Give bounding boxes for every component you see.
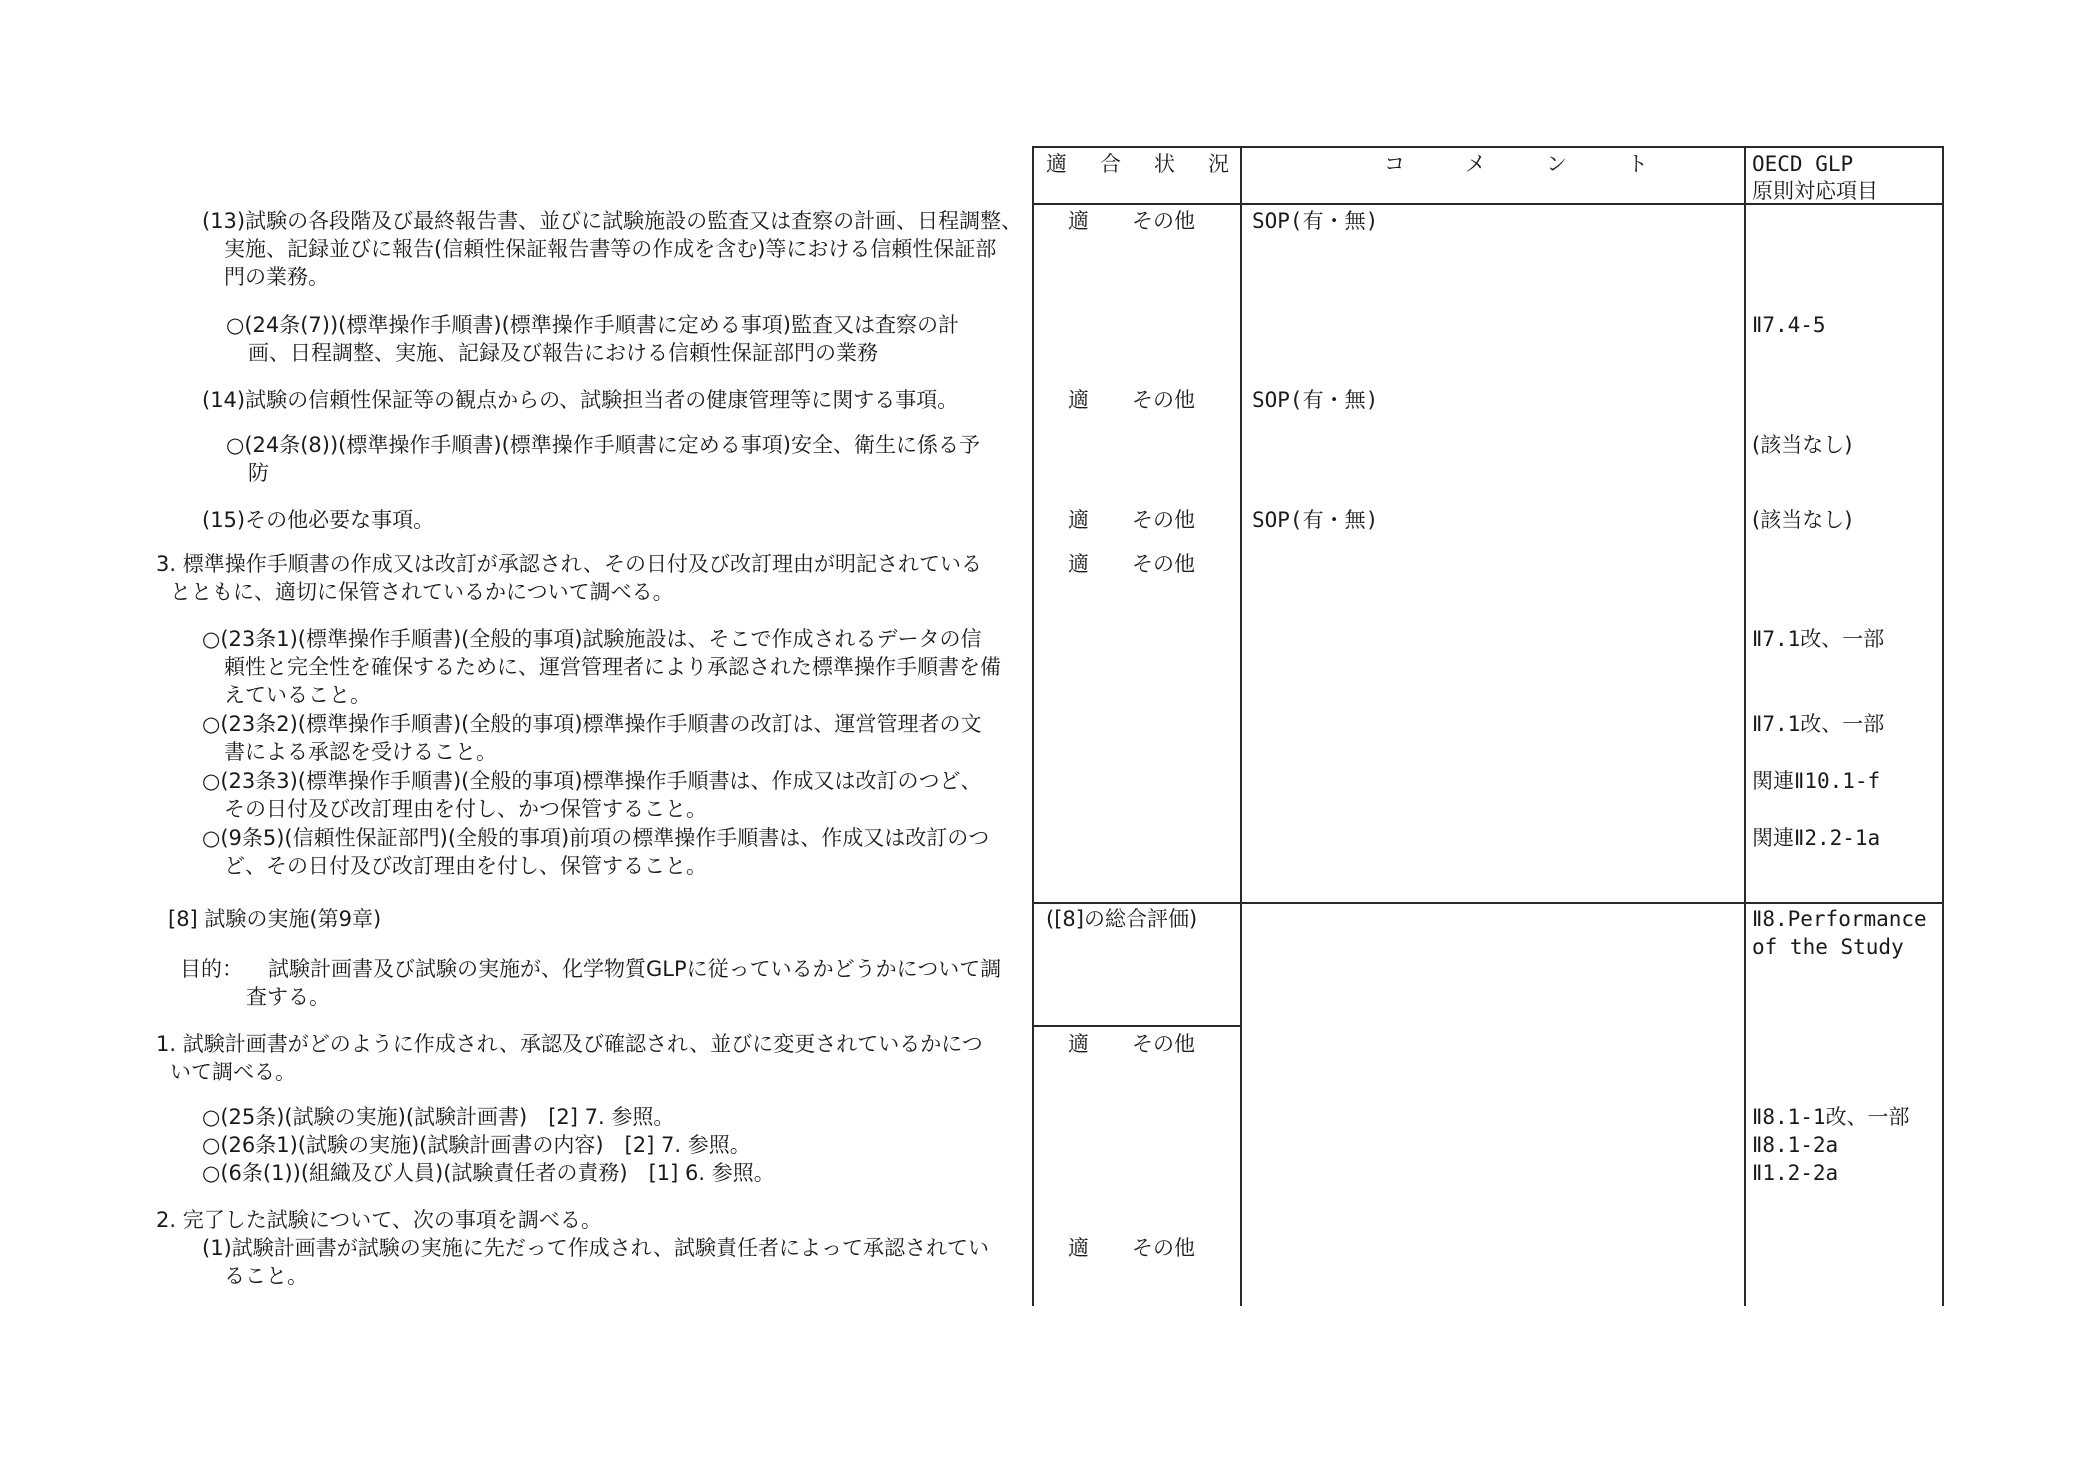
item-13-line2: 実施、記録並びに報告(信頼性保証報告書等の作成を含む)等における信頼性保証部 (224, 237, 997, 261)
section-8-purpose-label: 目的： (180, 957, 243, 981)
col-status-left-rule (1032, 146, 1034, 1306)
item-3d-line2: ど、その日付及び改訂理由を付し、保管すること。 (224, 854, 707, 878)
item-8-2-1-line1: (1)試験計画書が試験の実施に先だって作成され、試験責任者によって承認されてい (202, 1236, 990, 1260)
item-14a-line2: 防 (248, 461, 269, 485)
item-8-2-line1: 2. 完了した試験について、次の事項を調べる。 (156, 1208, 602, 1232)
item-14-line1: (14)試験の信頼性保証等の観点からの、試験担当者の健康管理等に関する事項。 (202, 388, 959, 412)
item-3a-oecd: Ⅱ7.1改、一部 (1752, 627, 1885, 651)
col-oecd-left-rule (1744, 146, 1746, 1306)
item-3b-line1: ○(23条2)(標準操作手順書)(全般的事項)標準操作手順書の改訂は、運営管理者の文 (202, 712, 982, 736)
item-14-status-other: その他 (1132, 388, 1195, 412)
item-3-status-ok: 適 (1068, 552, 1089, 576)
section-8-status: ([8]の総合評価) (1046, 907, 1198, 931)
item-13a-line1: ○(24条(7))(標準操作手順書)(標準操作手順書に定める事項)監査又は査察の計 (226, 313, 959, 337)
section-8-oecd-line2: of the Study (1752, 935, 1904, 959)
header-oecd-line1: OECD GLP (1752, 152, 1854, 176)
section-8-top-rule (1032, 902, 1944, 904)
item-3b-oecd: Ⅱ7.1改、一部 (1752, 712, 1885, 736)
item-14a-line1: ○(24条(8))(標準操作手順書)(標準操作手順書に定める事項)安全、衛生に係る予 (226, 433, 980, 457)
item-3c-oecd: 関連Ⅱ10.1-f (1752, 769, 1881, 793)
header-comment: コ メ ン ト (1384, 152, 1654, 176)
item-14a-oecd: (該当なし) (1752, 433, 1853, 457)
item-8-1b: ○(26条1)(試験の実施)(試験計画書の内容) [2] 7. 参照。 (202, 1133, 751, 1157)
item-15-comment: SOP(有・無) (1252, 508, 1379, 532)
item-13-status-other: その他 (1132, 209, 1195, 233)
item-13a-oecd: Ⅱ7.4-5 (1752, 313, 1826, 337)
header-oecd-line2: 原則対応項目 (1752, 179, 1878, 203)
item-15-line1: (15)その他必要な事項。 (202, 508, 435, 532)
section-8-title: [8] 試験の実施(第9章) (168, 907, 382, 931)
col-oecd-right-rule (1942, 146, 1944, 1306)
table-top-rule (1032, 146, 1944, 148)
item-13a-line2: 画、日程調整、実施、記録及び報告における信頼性保証部門の業務 (248, 341, 878, 365)
item-13-line3: 門の業務。 (224, 265, 329, 289)
item-3-line2: とともに、適切に保管されているかについて調べる。 (170, 580, 674, 604)
item-3-line1: 3. 標準操作手順書の作成又は改訂が承認され、その日付及び改訂理由が明記されている (156, 552, 982, 576)
item-3-status-other: その他 (1132, 552, 1195, 576)
item-8-2-1-status-other: その他 (1132, 1236, 1195, 1260)
header-status: 適 合 状 況 (1046, 152, 1235, 176)
item-3a-line2: 頼性と完全性を確保するために、運営管理者により承認された標準操作手順書を備 (224, 655, 1001, 679)
item-8-1-status-ok: 適 (1068, 1032, 1089, 1056)
item-3b-line2: 書による承認を受けること。 (224, 740, 497, 764)
item-8-2-1-status-ok: 適 (1068, 1236, 1089, 1260)
item-14-comment: SOP(有・無) (1252, 388, 1379, 412)
item-13-comment: SOP(有・無) (1252, 209, 1379, 233)
item-8-1c: ○(6条(1))(組織及び人員)(試験責任者の責務) [1] 6. 参照。 (202, 1161, 775, 1185)
item-8-1-line2: いて調べる。 (170, 1060, 296, 1084)
item-3d-line1: ○(9条5)(信頼性保証部門)(全般的事項)前項の標準操作手順書は、作成又は改訂のつ (202, 826, 990, 850)
item-3a-line3: えていること。 (224, 683, 371, 707)
item-15-oecd: (該当なし) (1752, 508, 1853, 532)
item-13-line1: (13)試験の各段階及び最終報告書、並びに試験施設の監査又は査察の計画、日程調整、 (202, 209, 1023, 233)
item-3c-line2: その日付及び改訂理由を付し、かつ保管すること。 (224, 797, 707, 821)
item-3a-line1: ○(23条1)(標準操作手順書)(全般的事項)試験施設は、そこで作成されるデータの信 (202, 627, 982, 651)
item-14-status-ok: 適 (1068, 388, 1089, 412)
col-comment-left-rule (1240, 146, 1242, 1306)
item-3d-oecd: 関連Ⅱ2.2-1a (1752, 826, 1881, 850)
item-3c-line1: ○(23条3)(標準操作手順書)(全般的事項)標準操作手順書は、作成又は改訂のつど、 (202, 769, 982, 793)
item-8-1a: ○(25条)(試験の実施)(試験計画書) [2] 7. 参照。 (202, 1105, 675, 1129)
section-8-oecd-line1: Ⅱ8.Performance (1752, 907, 1927, 931)
item-8-1-line1: 1. 試験計画書がどのように作成され、承認及び確認され、並びに変更されているかにつ (156, 1032, 983, 1056)
item-8-1a-oecd: Ⅱ8.1-1改、一部 (1752, 1105, 1910, 1129)
item-8-1c-oecd: Ⅱ1.2-2a (1752, 1161, 1839, 1185)
section-8-purpose-line1: 試験計画書及び試験の実施が、化学物質GLPに従っているかどうかについて調 (268, 957, 1002, 981)
item-8-1-status-other: その他 (1132, 1032, 1195, 1056)
item-15-status-other: その他 (1132, 508, 1195, 532)
item-15-status-ok: 適 (1068, 508, 1089, 532)
item-8-2-1-line2: ること。 (224, 1264, 308, 1288)
item-8-1b-oecd: Ⅱ8.1-2a (1752, 1133, 1839, 1157)
section-8-status-rule (1032, 1025, 1240, 1027)
item-13-status-ok: 適 (1068, 209, 1089, 233)
section-8-purpose-line2: 査する。 (246, 985, 330, 1009)
